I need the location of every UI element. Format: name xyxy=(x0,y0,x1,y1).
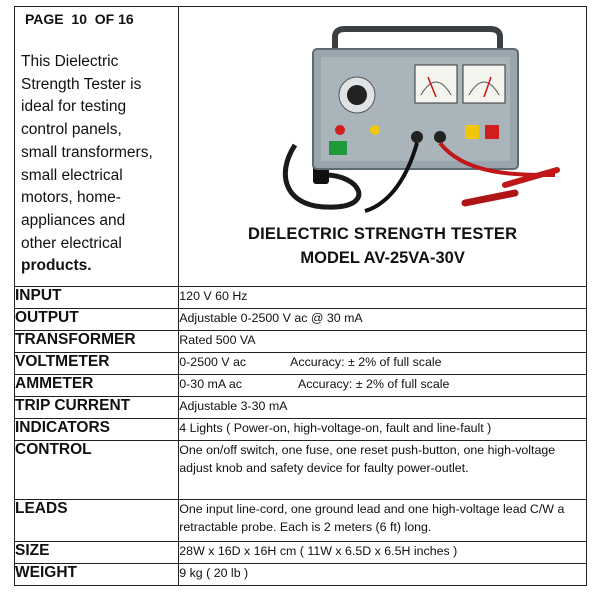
intro-line: control panels, xyxy=(21,121,122,139)
intro-line: motors, home- xyxy=(21,189,121,207)
intro-line: products. xyxy=(21,257,92,275)
spec-label: LEADS xyxy=(15,500,179,542)
spec-value xyxy=(179,375,587,397)
table-row xyxy=(15,353,587,375)
indicator-light-icon xyxy=(465,125,479,139)
terminal-icon xyxy=(411,131,423,143)
ammeter-icon xyxy=(463,65,505,103)
indicator-light-icon xyxy=(370,125,380,135)
spec-label: WEIGHT xyxy=(15,564,179,586)
spec-label: TRIP CURRENT xyxy=(15,397,179,419)
spec-table xyxy=(14,6,587,586)
ammeter-accuracy: Accuracy: ± 2% of full scale xyxy=(297,377,450,391)
table-row xyxy=(15,397,587,419)
spec-label: VOLTMETER xyxy=(15,353,179,375)
voltmeter-range: 0-2500 V ac xyxy=(179,355,247,369)
voltmeter-icon xyxy=(415,65,457,103)
spec-value: 9 kg ( 20 lb ) xyxy=(179,564,587,586)
intro-line: This Dielectric xyxy=(21,53,119,70)
table-row xyxy=(15,542,587,564)
intro-line: small electrical xyxy=(21,166,123,184)
spec-value: One input line-cord, one ground lead and one high-voltage lead C/W a retractable probe. Each is 2 meters (6 ft) long. xyxy=(179,500,587,542)
clip-icon xyxy=(465,193,515,203)
spec-value: 28W x 16D x 16H cm ( 11W x 6.5D x 6.5H inches ) xyxy=(179,542,587,564)
tester-photo xyxy=(265,25,565,215)
table-row xyxy=(15,331,587,353)
spec-value: Rated 500 VA xyxy=(179,331,587,353)
spec-value: 4 Lights ( Power-on, high-voltage-on, fault and line-fault ) xyxy=(179,419,587,441)
spec-sheet xyxy=(14,6,587,600)
indicator-light-icon xyxy=(485,125,499,139)
spec-label: SIZE xyxy=(15,542,179,564)
spec-label: AMMETER xyxy=(15,375,179,397)
spec-value: 120 V 60 Hz xyxy=(179,287,587,309)
spec-value: One on/off switch, one fuse, one reset push-button, one high-voltage adjust knob and safety device for faulty power-outlet. xyxy=(179,441,587,500)
product-title: DIELECTRIC STRENGTH TESTER xyxy=(248,225,518,243)
terminal-icon xyxy=(434,131,446,143)
voltage-knob-icon xyxy=(347,85,367,105)
header-row xyxy=(15,7,587,287)
page-label: PAGE 10 OF 16 xyxy=(25,11,134,27)
indicator-light-icon xyxy=(335,125,345,135)
product-cell xyxy=(179,7,587,287)
intro-line: Strength Tester is xyxy=(21,75,142,93)
spec-label: TRANSFORMER xyxy=(15,331,179,353)
table-row xyxy=(15,500,587,542)
table-row xyxy=(15,287,587,309)
spec-value: Adjustable 0-2500 V ac @ 30 mA xyxy=(179,309,587,331)
table-row xyxy=(15,419,587,441)
product-model: MODEL AV-25VA-30V xyxy=(300,249,465,267)
intro-line: appliances and xyxy=(21,211,126,229)
intro-line: ideal for testing xyxy=(21,98,127,116)
table-row xyxy=(15,309,587,331)
spec-label: INPUT xyxy=(15,287,179,309)
table-row xyxy=(15,375,587,397)
spec-value xyxy=(179,353,587,375)
intro-cell xyxy=(15,7,179,287)
ammeter-range: 0-30 mA ac xyxy=(179,377,242,391)
voltmeter-accuracy: Accuracy: ± 2% of full scale xyxy=(290,355,442,369)
spec-value: Adjustable 3-30 mA xyxy=(179,397,587,419)
table-row xyxy=(15,564,587,586)
power-button-icon xyxy=(329,141,347,155)
spec-label: INDICATORS xyxy=(15,419,179,441)
spec-label: CONTROL xyxy=(15,441,179,500)
intro-line: other electrical xyxy=(21,234,122,252)
intro-text xyxy=(15,27,178,278)
spec-label: OUTPUT xyxy=(15,309,179,331)
intro-line: small transformers, xyxy=(21,143,153,161)
table-row xyxy=(15,441,587,500)
